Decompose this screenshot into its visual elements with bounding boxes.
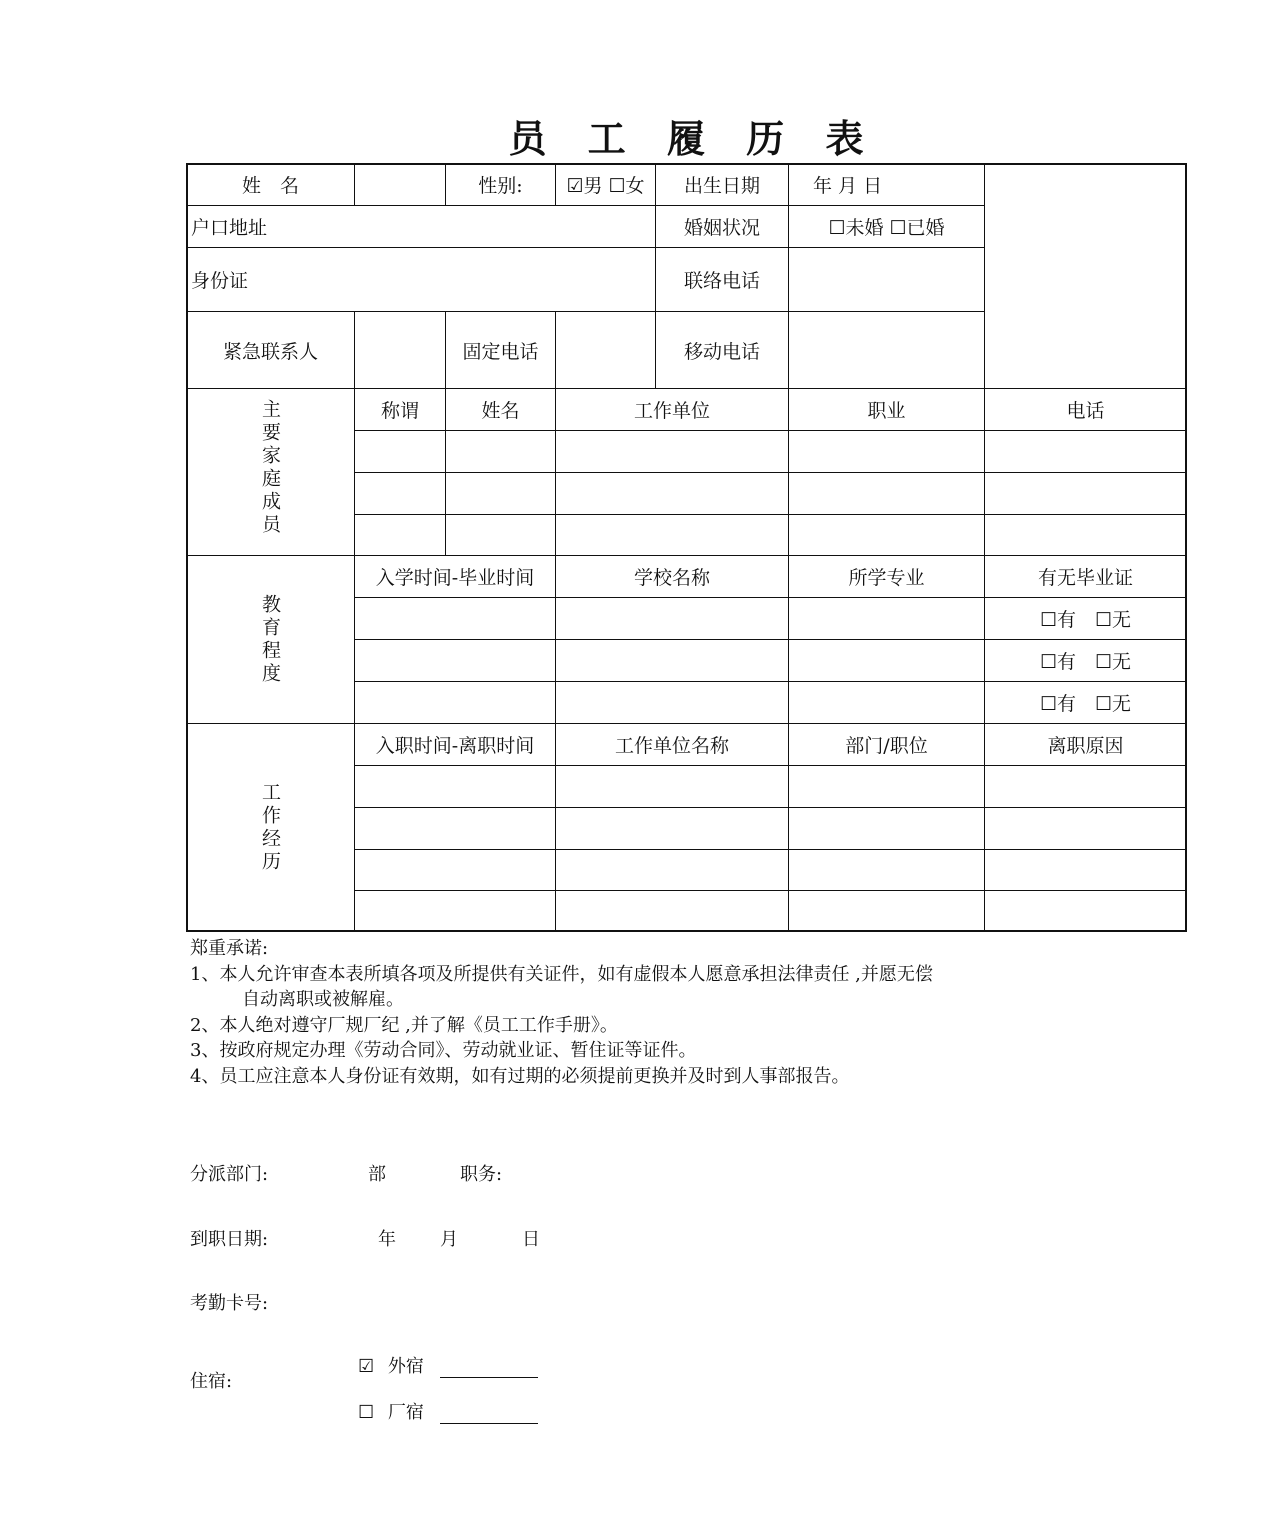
- edu-row-2-period[interactable]: [354, 639, 556, 682]
- housing-factory-blank[interactable]: [440, 1405, 538, 1424]
- family-row-1-phone[interactable]: [984, 430, 1187, 473]
- family-row-2-relation[interactable]: [354, 472, 446, 515]
- dept-suffix: 部: [368, 1164, 386, 1185]
- edu-header-school: 学校名称: [555, 555, 789, 598]
- family-row-3-phone[interactable]: [984, 514, 1187, 556]
- gender-label: 性别:: [445, 163, 556, 206]
- work-row-1-employer[interactable]: [555, 765, 789, 808]
- gender-options[interactable]: ☑男 ☐女: [555, 163, 656, 206]
- attendance-card-label: 考勤卡号:: [190, 1293, 269, 1314]
- birth-date-label: 出生日期: [655, 163, 789, 206]
- work-row-2-period[interactable]: [354, 807, 556, 850]
- edu-row-3-major[interactable]: [788, 681, 985, 724]
- housing-option-outside[interactable]: [358, 1352, 538, 1378]
- birth-date-input[interactable]: 年 月 日: [788, 163, 985, 206]
- family-header-phone: 电话: [984, 388, 1187, 431]
- family-row-1-employer[interactable]: [555, 430, 789, 473]
- pledge-item-3: 3、按政府规定办理《劳动合同》、劳动就业证、暂住证等证件。: [190, 1040, 697, 1061]
- work-row-2-department[interactable]: [788, 807, 985, 850]
- edu-header-major: 所学专业: [788, 555, 985, 598]
- edu-row-1-period[interactable]: [354, 597, 556, 640]
- family-row-1-name[interactable]: [445, 430, 556, 473]
- resume-form-table: [186, 163, 1187, 932]
- edu-row-1-school[interactable]: [555, 597, 789, 640]
- work-row-4-employer[interactable]: [555, 890, 789, 932]
- work-row-3-period[interactable]: [354, 849, 556, 891]
- mobile-label: 移动电话: [655, 311, 789, 389]
- edu-header-period: 入学时间-毕业时间: [354, 555, 556, 598]
- family-header-name: 姓名: [445, 388, 556, 431]
- education-section-text: 教育程度: [259, 593, 281, 686]
- emergency-contact-label: 紧急联系人: [186, 311, 355, 389]
- family-row-3-relation[interactable]: [354, 514, 446, 556]
- family-row-3-occupation[interactable]: [788, 514, 985, 556]
- checked-checkbox-icon[interactable]: ☑: [358, 1356, 375, 1377]
- landline-input[interactable]: [555, 311, 656, 389]
- pledge-item-1: 1、本人允许审查本表所填各项及所提供有关证件，如有虚假本人愿意承担法律责任 ,并愿无偿: [190, 963, 933, 985]
- edu-row-2-major[interactable]: [788, 639, 985, 682]
- mobile-input[interactable]: [788, 311, 985, 389]
- unchecked-checkbox-icon[interactable]: ☐: [358, 1402, 375, 1423]
- family-row-1-relation[interactable]: [354, 430, 446, 473]
- family-row-2-phone[interactable]: [984, 472, 1187, 515]
- photo-area: [984, 163, 1187, 389]
- work-row-1-department[interactable]: [788, 765, 985, 808]
- pledge-heading: 郑重承诺:: [190, 938, 269, 959]
- position-label: 职务:: [460, 1164, 503, 1185]
- work-header-period: 入职时间-离职时间: [354, 723, 556, 766]
- work-row-1-period[interactable]: [354, 765, 556, 808]
- page-title: 员 工 履 历 表: [508, 116, 878, 161]
- work-row-3-employer[interactable]: [555, 849, 789, 891]
- housing-outside-blank[interactable]: [440, 1359, 538, 1378]
- family-header-occupation: 职业: [788, 388, 985, 431]
- family-header-relation: 称谓: [354, 388, 446, 431]
- hukou-address-label[interactable]: 户口地址: [186, 205, 656, 248]
- family-row-3-employer[interactable]: [555, 514, 789, 556]
- work-row-1-leave-reason[interactable]: [984, 765, 1187, 808]
- edu-row-2-school[interactable]: [555, 639, 789, 682]
- housing-outside-label: 外宿: [387, 1356, 424, 1377]
- family-section-text: 主要家庭成员: [259, 399, 281, 537]
- family-section-label: [186, 388, 355, 556]
- work-header-leave-reason: 离职原因: [984, 723, 1187, 766]
- housing-label: 住宿:: [190, 1371, 233, 1392]
- work-header-employer: 工作单位名称: [555, 723, 789, 766]
- family-row-2-employer[interactable]: [555, 472, 789, 515]
- edu-header-diploma: 有无毕业证: [984, 555, 1187, 598]
- work-section-text: 工作经历: [259, 781, 281, 874]
- work-row-4-period[interactable]: [354, 890, 556, 932]
- work-row-3-leave-reason[interactable]: [984, 849, 1187, 891]
- edu-row-1-major[interactable]: [788, 597, 985, 640]
- edu-row-2-diploma-checkbox[interactable]: ☐有 ☐无: [984, 639, 1187, 682]
- work-row-2-employer[interactable]: [555, 807, 789, 850]
- family-row-1-occupation[interactable]: [788, 430, 985, 473]
- family-row-2-name[interactable]: [445, 472, 556, 515]
- work-row-4-leave-reason[interactable]: [984, 890, 1187, 932]
- pledge-item-4: 4、员工应注意本人身份证有效期，如有过期的必须提前更换并及时到人事部报告。: [190, 1065, 850, 1087]
- work-row-4-department[interactable]: [788, 890, 985, 932]
- marital-status-options[interactable]: ☐未婚 ☐已婚: [788, 205, 985, 248]
- family-row-3-name[interactable]: [445, 514, 556, 556]
- start-date-label: 到职日期:: [190, 1229, 269, 1250]
- housing-factory-label: 厂宿: [387, 1402, 424, 1423]
- pledge-item-1-cont: 自动离职或被解雇。: [242, 989, 404, 1010]
- pledge-item-2: 2、本人绝对遵守厂规厂纪 ,并了解《员工工作手册》。: [190, 1014, 618, 1036]
- housing-option-factory[interactable]: [358, 1398, 538, 1424]
- contact-phone-input[interactable]: [788, 247, 985, 312]
- start-month: 月: [440, 1229, 458, 1250]
- family-header-employer: 工作单位: [555, 388, 789, 431]
- start-year: 年: [378, 1229, 396, 1250]
- edu-row-1-diploma-checkbox[interactable]: ☐有 ☐无: [984, 597, 1187, 640]
- landline-label: 固定电话: [445, 311, 556, 389]
- family-row-2-occupation[interactable]: [788, 472, 985, 515]
- contact-phone-label: 联络电话: [655, 247, 789, 312]
- work-section-label: [186, 723, 355, 932]
- work-row-3-department[interactable]: [788, 849, 985, 891]
- name-input[interactable]: [354, 163, 446, 206]
- emergency-contact-input[interactable]: [354, 311, 446, 389]
- work-header-department: 部门/职位: [788, 723, 985, 766]
- work-row-2-leave-reason[interactable]: [984, 807, 1187, 850]
- dept-label: 分派部门:: [190, 1164, 269, 1185]
- edu-row-3-diploma-checkbox[interactable]: ☐有 ☐无: [984, 681, 1187, 724]
- edu-row-3-period[interactable]: [354, 681, 556, 724]
- start-day: 日: [522, 1229, 540, 1250]
- name-label: 姓 名: [186, 163, 355, 206]
- id-card-label[interactable]: 身份证: [186, 247, 656, 312]
- edu-row-3-school[interactable]: [555, 681, 789, 724]
- education-section-label: [186, 555, 355, 724]
- marital-status-label: 婚姻状况: [655, 205, 789, 248]
- pledge-section: [190, 936, 933, 1089]
